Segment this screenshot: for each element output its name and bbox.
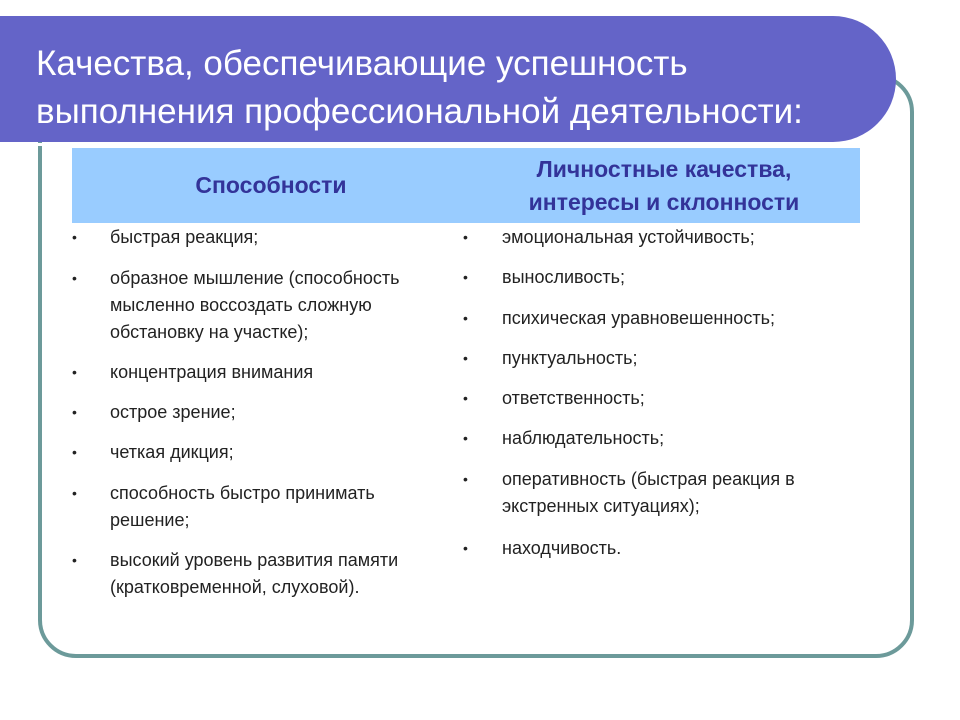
list-item-text: мысленно воссоздать сложную <box>110 295 372 315</box>
list-item-text: психическая уравновешенность; <box>502 308 775 328</box>
bullet-icon: • <box>72 444 77 460</box>
bullet-icon: • <box>463 471 468 487</box>
bullet-icon: • <box>463 310 468 326</box>
list-item-text: образное мышление (способность <box>110 268 400 288</box>
list-item-text: концентрация внимания <box>110 362 314 382</box>
list-item-text: выносливость; <box>502 267 626 287</box>
list-item-text: оперативность (быстрая реакция в <box>502 469 795 489</box>
list-item-text: эмоциональная устойчивость; <box>502 227 755 247</box>
bullet-icon: • <box>463 350 468 366</box>
list-item-text: решение; <box>110 510 190 530</box>
list-item-text: ответственность; <box>502 388 645 408</box>
column-header-abilities <box>72 148 470 223</box>
bullet-icon: • <box>463 269 468 285</box>
bullet-icon: • <box>463 390 468 406</box>
list-item-text: быстрая реакция; <box>110 227 259 247</box>
list-item-text: экстренных ситуациях); <box>502 496 700 516</box>
list-item-text: наблюдательность; <box>502 428 665 448</box>
list-item-text: находчивость. <box>502 538 622 558</box>
column-header-personal-qualities <box>468 148 860 223</box>
bullet-icon: • <box>72 364 77 380</box>
bullet-icon: • <box>72 270 77 286</box>
column-header-abilities-label: Способности <box>195 172 347 198</box>
column-header-personal-qualities-line-2: интересы и склонности <box>528 188 800 215</box>
list-item-text: обстановку на участке); <box>110 322 309 342</box>
bullet-icon: • <box>463 229 468 245</box>
list-item-text: высокий уровень развития памяти <box>110 550 399 570</box>
list-item-text: острое зрение; <box>110 402 236 422</box>
column-header-personal-qualities-line-1: Личностные качества, <box>536 155 792 182</box>
slide-title-line-2: выполнения профессиональной деятельности: <box>36 92 803 131</box>
bullet-icon: • <box>463 540 468 556</box>
slide-title-line-1: Качества, обеспечивающие успешность <box>36 44 688 83</box>
bullet-icon: • <box>72 485 77 501</box>
list-item-text: способность быстро принимать <box>110 483 375 503</box>
bullet-icon: • <box>72 404 77 420</box>
list-item-text: (кратковременной, слуховой). <box>110 577 360 597</box>
bullet-icon: • <box>72 552 77 568</box>
bullet-icon: • <box>72 229 77 245</box>
list-item-text: пунктуальность; <box>502 348 638 368</box>
bullet-icon: • <box>463 430 468 446</box>
title-underline <box>0 143 848 146</box>
title-bar <box>0 16 896 142</box>
list-item-text: четкая дикция; <box>110 442 234 462</box>
